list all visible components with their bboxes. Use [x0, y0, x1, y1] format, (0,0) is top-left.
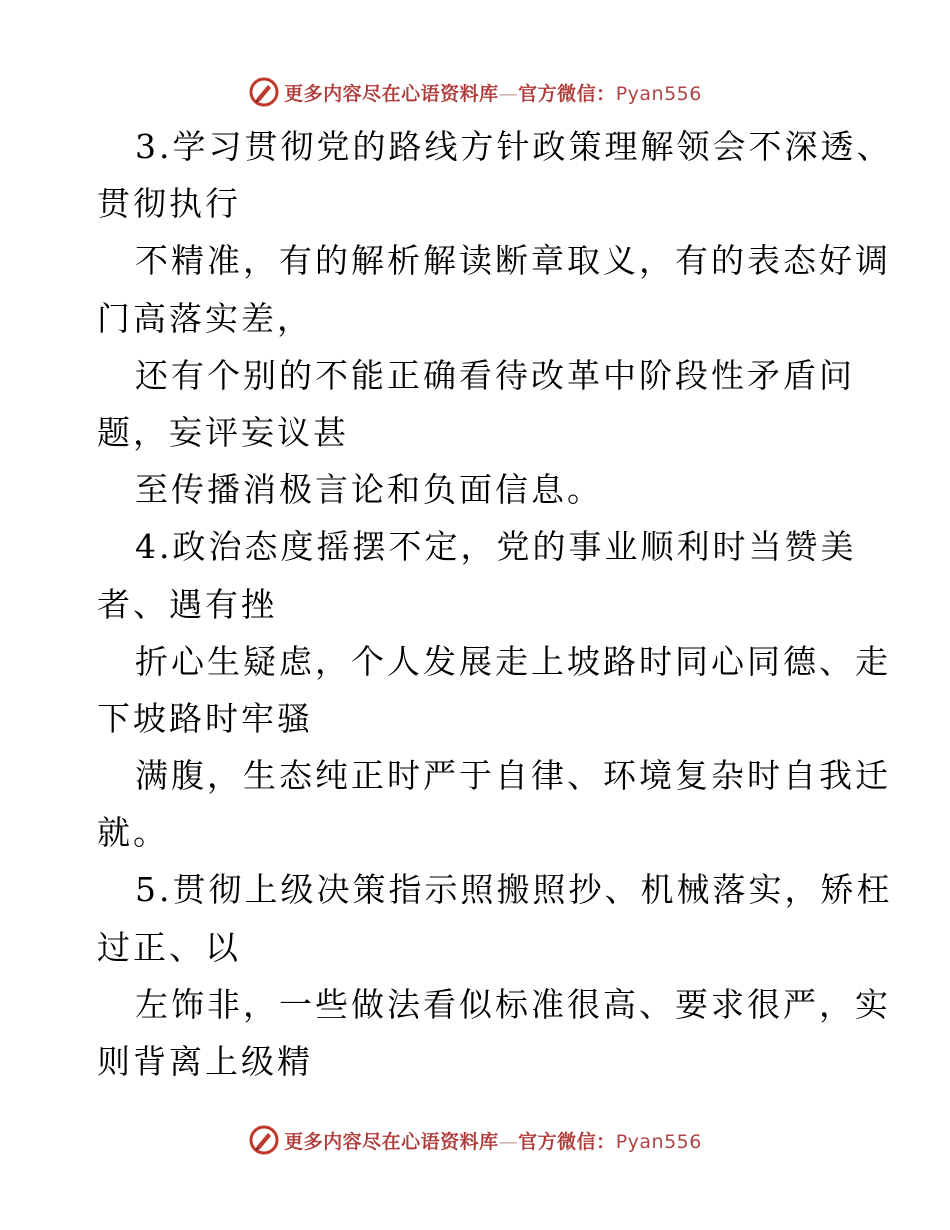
pen-circle-logo-icon	[248, 1124, 280, 1156]
body-line: 还有个别的不能正确看待改革中阶段性矛盾问	[135, 355, 855, 395]
watermark-text	[284, 79, 702, 106]
watermark-text	[284, 1127, 702, 1154]
body-line: 满腹，生态纯正时严于自律、环境复杂时自我迁	[135, 756, 891, 796]
body-line: 4.政治态度摇摆不定，党的事业顺利时当赞美	[135, 527, 857, 567]
watermark-official-label: 官方微信：	[518, 82, 616, 105]
watermark-separator: —	[498, 1130, 519, 1153]
watermark-separator: —	[498, 82, 519, 105]
body-line: 过正、以	[97, 927, 241, 967]
body-line: 门高落实差，	[97, 298, 313, 338]
body-line: 3.学习贯彻党的路线方针政策理解领会不深透、	[135, 127, 893, 166]
body-line: 贯彻执行	[97, 184, 241, 224]
watermark-main-text: 更多内容尽在心语资料库	[284, 82, 499, 105]
document-body	[97, 118, 893, 1090]
body-line: 5.贯彻上级决策指示照搬照抄、机械落实，矫枉	[135, 870, 893, 910]
watermark-main-text: 更多内容尽在心语资料库	[284, 1130, 499, 1153]
body-line: 至传播消极言论和负面信息。	[135, 470, 603, 510]
watermark-official-label: 官方微信：	[518, 1130, 616, 1153]
body-line: 则背离上级精	[97, 1042, 313, 1081]
body-line: 不精准，有的解析解读断章取义，有的表态好调	[135, 241, 891, 281]
body-line: 者、遇有挫	[97, 584, 277, 624]
header-watermark	[0, 72, 950, 112]
body-line: 题，妄评妄议甚	[97, 412, 349, 452]
body-line: 就。	[97, 813, 169, 853]
watermark-wechat-id: Pyan556	[615, 1130, 702, 1153]
pen-circle-logo-icon	[248, 76, 280, 108]
watermark-wechat-id: Pyan556	[615, 82, 702, 105]
footer-watermark	[0, 1120, 950, 1160]
body-line: 折心生疑虑，个人发展走上坡路时同心同德、走	[135, 641, 891, 681]
body-line: 左饰非，一些做法看似标准很高、要求很严，实	[135, 984, 891, 1024]
body-line: 下坡路时牢骚	[97, 698, 313, 738]
